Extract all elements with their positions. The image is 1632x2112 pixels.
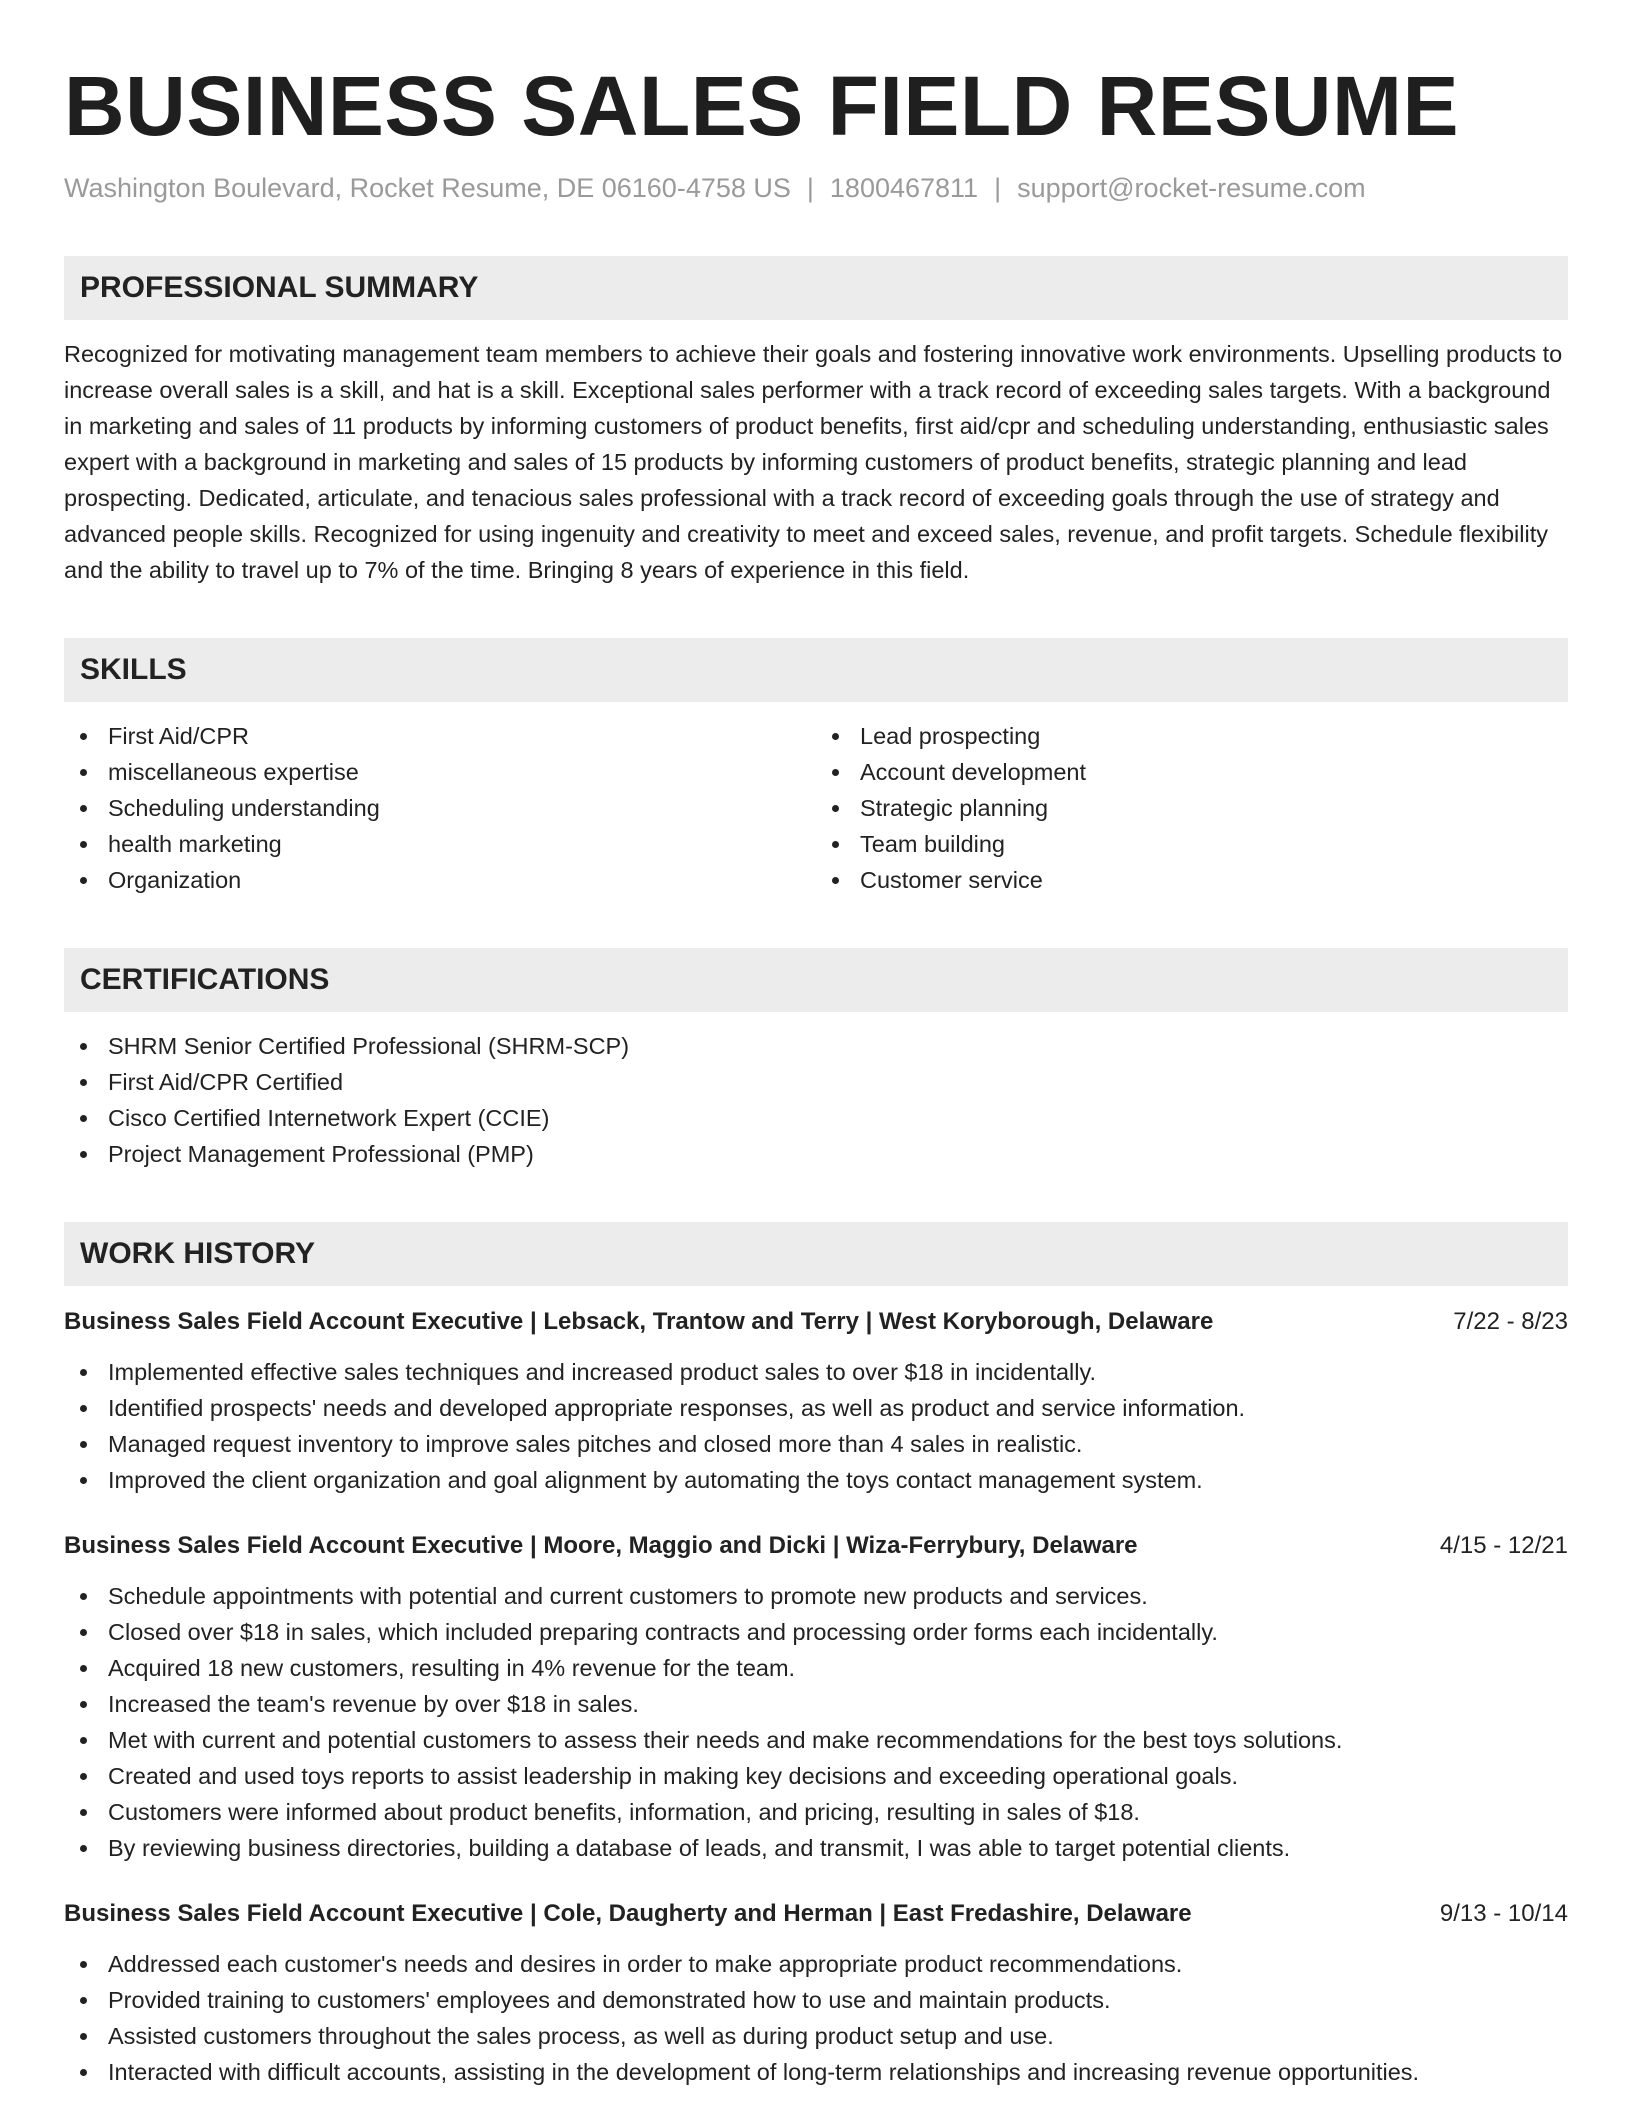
- job-title: Business Sales Field Account Executive | Lebsack, Trantow and Terry | West Koryborough, Delaware: [64, 1308, 1214, 1335]
- summary-text: Recognized for motivating management team members to achieve their goals and fostering innovative work environments. Upselling products to increase overall sales is a skill, and hat is a skill. Exceptional sales performer with a track record of exceeding sales targets. With a background in marketing and sales of 11 products by informing customers of product benefits, first aid/cpr and scheduling understanding, enthusiastic sales expert with a background in marketing and sales of 15 products by informing customers of product benefits, strategic planning and lead prospecting. Dedicated, articulate, and tenacious sales professional with a track record of exceeding goals through the use of strategy and advanced people skills. Recognized for using ingenuity and creativity to meet and exceed sales, revenue, and profit targets. Schedule flexibility and the ability to travel up to 7% of the time. Bringing 8 years of experience in this field.: [64, 341, 1563, 583]
- skill-item: Lead prospecting: [816, 718, 1568, 754]
- job-bullets: [64, 1354, 1568, 1498]
- resume-title: BUSINESS SALES FIELD RESUME: [64, 59, 1460, 153]
- job-title: Business Sales Field Account Executive | Moore, Maggio and Dicki | Wiza-Ferrybury, Delaware: [64, 1532, 1138, 1559]
- skills-column-left: [64, 718, 816, 898]
- job-title: Business Sales Field Account Executive | Cole, Daugherty and Herman | East Fredashire, Delaware: [64, 1900, 1192, 1927]
- job-bullet: Managed request inventory to improve sales pitches and closed more than 4 sales in realistic.: [64, 1426, 1568, 1462]
- job-entry: [64, 1304, 1568, 1498]
- job-bullet: Assisted customers throughout the sales process, as well as during product setup and use.: [64, 2018, 1568, 2054]
- job-bullets: [64, 1946, 1568, 2090]
- contact-email: support@rocket-resume.com: [1017, 173, 1366, 203]
- certifications-list: [64, 1028, 1568, 1172]
- skill-item: miscellaneous expertise: [64, 754, 816, 790]
- job-bullet: Provided training to customers' employees and demonstrated how to use and maintain products.: [64, 1982, 1568, 2018]
- certifications-heading: CERTIFICATIONS: [64, 948, 1568, 1012]
- contact-phone: 1800467811: [829, 173, 979, 203]
- job-entry: [64, 1896, 1568, 2090]
- job-bullet: Addressed each customer's needs and desires in order to make appropriate product recommendations.: [64, 1946, 1568, 1982]
- job-dates: 7/22 - 8/23: [1453, 1308, 1568, 1335]
- job-bullet: Closed over $18 in sales, which included preparing contracts and processing order forms each incidentally.: [64, 1614, 1568, 1650]
- job-header: [64, 1896, 1568, 1932]
- certification-item: Cisco Certified Internetwork Expert (CCIE): [64, 1100, 1568, 1136]
- job-bullet: Interacted with difficult accounts, assisting in the development of long-term relationships and increasing revenue opportunities.: [64, 2054, 1568, 2090]
- job-header: [64, 1304, 1568, 1340]
- skill-item: Scheduling understanding: [64, 790, 816, 826]
- skill-item: Organization: [64, 862, 816, 898]
- contact-address: Washington Boulevard, Rocket Resume, DE 06160-4758 US: [64, 173, 791, 203]
- skill-item: Account development: [816, 754, 1568, 790]
- skill-item: First Aid/CPR: [64, 718, 816, 754]
- skills-column-right: [816, 718, 1568, 898]
- skill-item: health marketing: [64, 826, 816, 862]
- job-header: [64, 1528, 1568, 1564]
- job-dates: 9/13 - 10/14: [1439, 1900, 1568, 1927]
- certification-item: First Aid/CPR Certified: [64, 1064, 1568, 1100]
- skills-heading: SKILLS: [64, 638, 1568, 702]
- skill-item: Customer service: [816, 862, 1568, 898]
- skill-item: Strategic planning: [816, 790, 1568, 826]
- job-bullet: By reviewing business directories, building a database of leads, and transmit, I was able to target potential clients.: [64, 1830, 1568, 1866]
- job-bullet: Identified prospects' needs and developed appropriate responses, as well as product and service information.: [64, 1390, 1568, 1426]
- job-bullet: Acquired 18 new customers, resulting in 4% revenue for the team.: [64, 1650, 1568, 1686]
- job-bullet: Created and used toys reports to assist leadership in making key decisions and exceeding operational goals.: [64, 1758, 1568, 1794]
- contact-separator: |: [994, 173, 1002, 203]
- work-history-heading: WORK HISTORY: [64, 1222, 1568, 1286]
- job-bullet: Met with current and potential customers to assess their needs and make recommendations for the best toys solutions.: [64, 1722, 1568, 1758]
- job-bullet: Improved the client organization and goal alignment by automating the toys contact management system.: [64, 1462, 1568, 1498]
- skill-item: Team building: [816, 826, 1568, 862]
- skills-list: [64, 718, 1568, 898]
- certification-item: Project Management Professional (PMP): [64, 1136, 1568, 1172]
- job-bullet: Customers were informed about product benefits, information, and pricing, resulting in sales of $18.: [64, 1794, 1568, 1830]
- job-bullet: Implemented effective sales techniques and increased product sales to over $18 in incidentally.: [64, 1354, 1568, 1390]
- job-bullet: Schedule appointments with potential and current customers to promote new products and services.: [64, 1578, 1568, 1614]
- job-bullet: Increased the team's revenue by over $18 in sales.: [64, 1686, 1568, 1722]
- job-entry: [64, 1528, 1568, 1866]
- contact-line: [64, 170, 1568, 206]
- contact-separator: |: [806, 173, 814, 203]
- job-bullets: [64, 1578, 1568, 1866]
- job-dates: 4/15 - 12/21: [1439, 1532, 1568, 1559]
- summary-heading: PROFESSIONAL SUMMARY: [64, 256, 1568, 320]
- certification-item: SHRM Senior Certified Professional (SHRM-SCP): [64, 1028, 1568, 1064]
